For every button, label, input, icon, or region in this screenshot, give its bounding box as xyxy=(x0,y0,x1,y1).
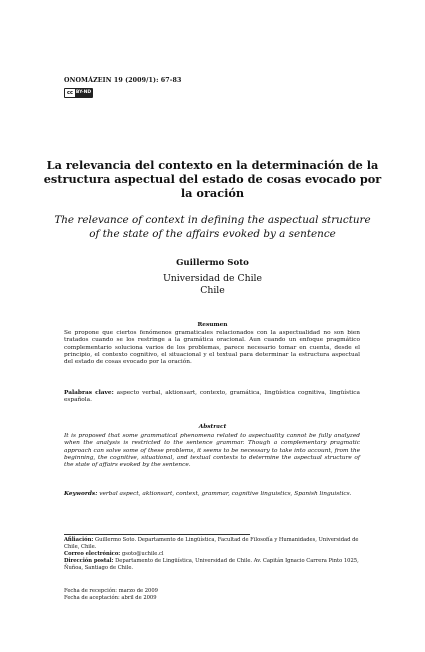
resumen-keywords-list: aspecto verbal, aktionsart, contexto, gramática, lingüística cognitiva, lingüística española. xyxy=(64,390,360,404)
abstract-text: It is proposed that some grammatical phenomena related to aspectuality cannot be fully analyzed when the analysis is restricted to the sentence grammar. Though a complementary pragmatic approach can solve some of these problems, it seems to be necessary to take into account, from the beginning, the cognitive, situational, and textual contexts to determine the aspectual structure of the state of affairs evoked by the sentence. xyxy=(64,433,360,469)
abstract-keywords-label: Keywords: xyxy=(64,491,98,497)
address-label: Dirección postal: xyxy=(64,558,114,564)
footnote-address xyxy=(64,558,364,572)
license-label: BY-ND xyxy=(75,90,92,95)
affiliation-label: Afiliación: xyxy=(64,537,94,543)
address-text: Departamento de Lingüística, Universidad de Chile. Av. Capitán Ignacio Carrera Pinto 1025, Ñuñoa, Santiago de Chile. xyxy=(64,558,359,571)
resumen-keywords-label: Palabras clave: xyxy=(64,390,114,396)
author-institution: Universidad de Chile xyxy=(162,273,263,284)
paper-title-english: The relevance of context in defining the aspectual structure of the state of the affairs evoked by a sentence xyxy=(54,214,371,240)
cc-license-badge[interactable] xyxy=(64,88,93,98)
received-date: marzo de 2009 xyxy=(118,588,158,594)
accepted-date: abril de 2009 xyxy=(121,595,157,601)
abstract-keywords-list: verbal aspect, aktionsart, context, grammar, cognitive linguistics, Spanish linguistics. xyxy=(99,491,352,497)
journal-citation: ONOMÁZEIN 19 (2009/1): 67-83 xyxy=(64,77,182,84)
affiliation-text: Guillermo Soto. Departamento de Lingüística, Facultad de Filosofía y Humanidades, Universidad de Chile, Chile. xyxy=(64,537,359,550)
received-label: Fecha de recepción: xyxy=(64,588,118,594)
email-link[interactable]: gsoto@uchile.cl xyxy=(121,551,164,557)
footnote-email xyxy=(64,551,364,558)
cc-icon: cc xyxy=(65,89,75,97)
email-label: Correo electrónico: xyxy=(64,551,121,557)
abstract-keywords xyxy=(64,491,360,498)
author-country: Chile xyxy=(200,285,225,296)
resumen-text: Se propone que ciertos fenómenos gramaticales relacionados con la aspectualidad no son bien tratados cuando se los restringe a la gramática oracional. Aun cuando un enfoque pragmático complementario soluciona varios de los problemas, parece necesario tomar en cuenta, desde el principio, el contexto cognitivo, el situacional y el textual para determinar la estructura aspectual del estado de cosas evocado por la oración. xyxy=(64,330,360,366)
footnote-divider xyxy=(64,534,250,535)
footnote-accepted xyxy=(64,595,364,602)
footnote-affiliation xyxy=(64,537,364,551)
paper-title: La relevancia del contexto en la determinación de la estructura aspectual del estado de cosas evocado por la oración xyxy=(43,158,382,200)
footnote-received xyxy=(64,588,364,595)
resumen-heading: Resumen xyxy=(197,322,228,328)
abstract-heading: Abstract xyxy=(198,424,227,430)
accepted-label: Fecha de aceptación: xyxy=(64,595,120,601)
resumen-keywords xyxy=(64,390,360,405)
author-name: Guillermo Soto xyxy=(176,258,249,268)
